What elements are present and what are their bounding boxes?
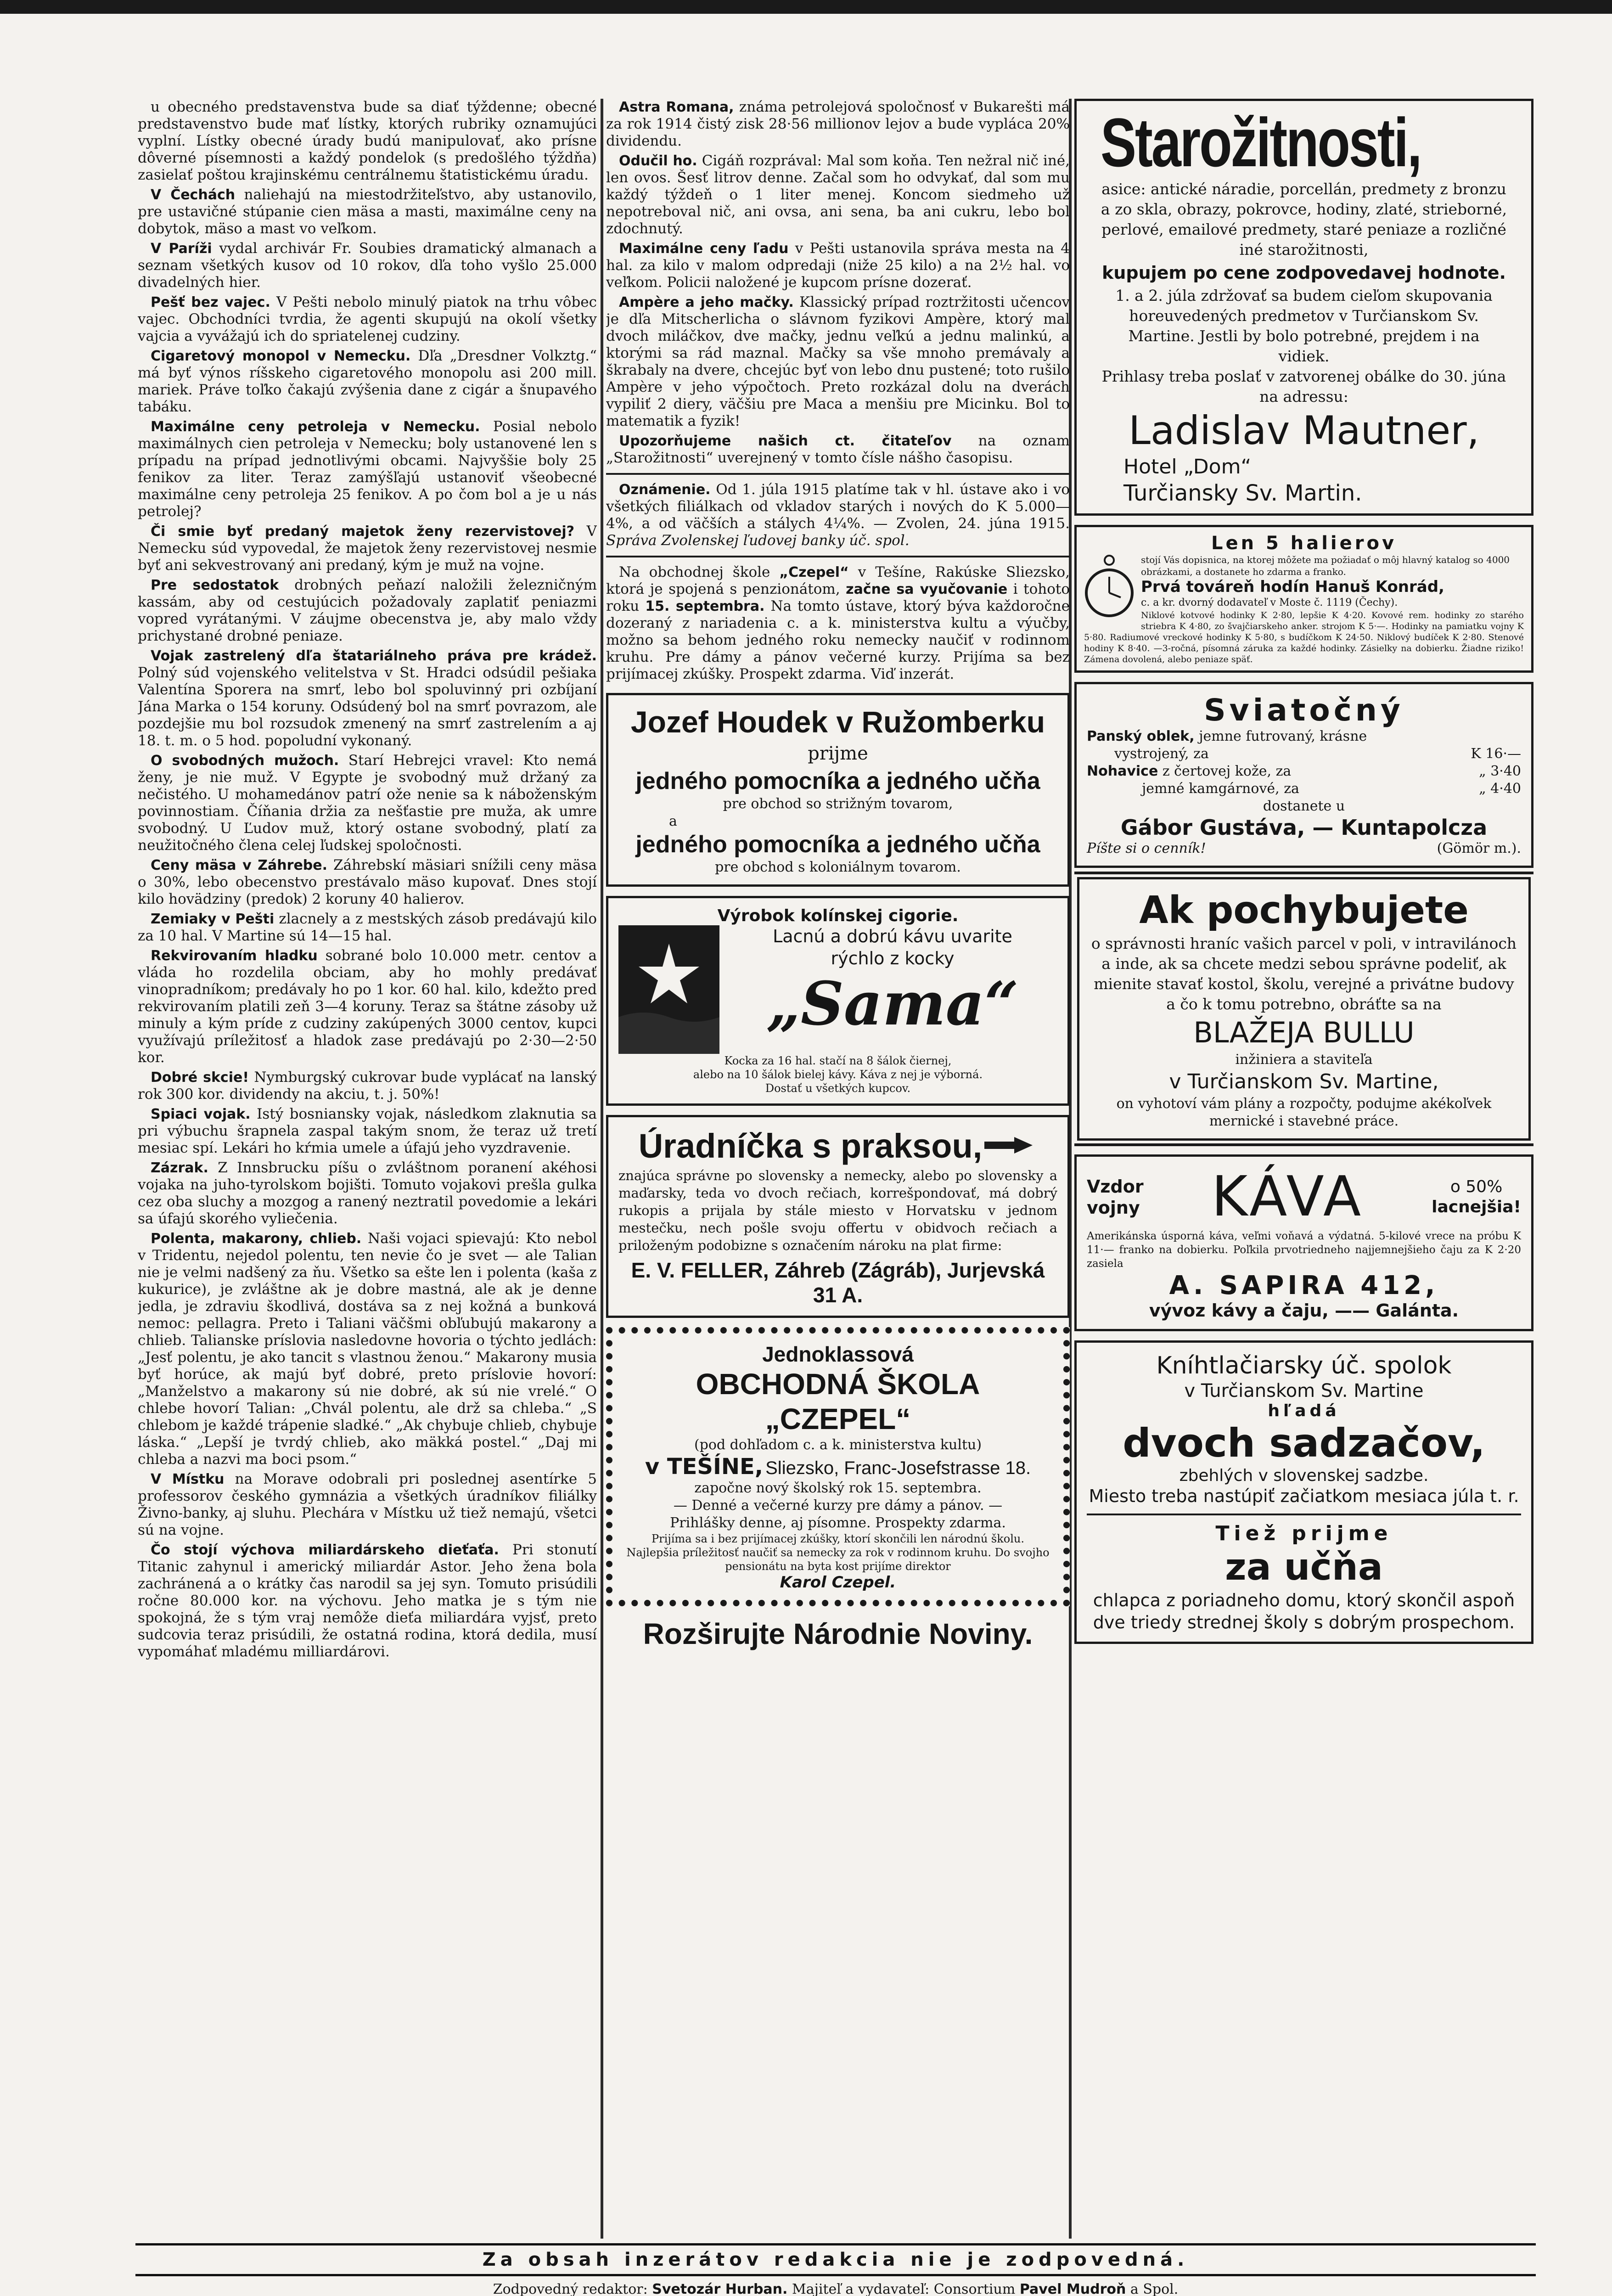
ad-note: Píšte si o cenník! (1087, 840, 1206, 856)
ad-text: stojí Vás dopisnica, na ktorej môžete ma požiadať o môj hlavný katalog so 4000 obrázkami, a dostanete ho zdarma a franko. (1141, 554, 1510, 577)
ad-line: chlapca z poriadneho domu, ktorý skončil aspoň dve triedy strednej školy s dobrým prospechom. (1093, 1590, 1515, 1632)
news-headline: V Místku (151, 1471, 225, 1487)
highlight-date: 15. septembra. (645, 598, 765, 614)
ad-tagline: Lacnú a dobrú kávu uvarite (773, 926, 1012, 946)
ad-title: Úradníčka s praksou, (638, 1127, 983, 1165)
ad-sama (606, 896, 1070, 1106)
ad-czepel-school (606, 1327, 1070, 1606)
item-desc: dostanete u (1263, 798, 1345, 814)
ad-title: OBCHODNÁ ŠKOLA „CZEPEL“ (696, 1367, 980, 1435)
news-text: vydal archivár Fr. Soubies dramatický almanach a seznam všetkých kusov od 10 rokov, dľa toho vyšlo 25.000 divadelných hier. (138, 240, 597, 291)
ad-firm: Gábor Gustáva, — Kuntapolcza (1120, 815, 1488, 840)
news-text: u obecného predstavenstva bude sa diať týždenne; obecné predstavenstvo bude mať lístky, ktorých rubriky oznamujúci vyplní. Lístky obecné úrady budú manipulovať, ako prísne dôverné písemnosti a každý pondelok (s predošlého týždňa) zasielať poštou krajinskému centrálnemu štatistickému úradu. (138, 99, 597, 183)
item-desc: jemné kamgárnové, za (1142, 781, 1299, 797)
ad-prijme: prijme (808, 743, 868, 764)
ad-line: jedného pomocníka a jedného učňa (635, 768, 1040, 794)
ad-line: Najlepšia príležitosť naučiť sa nemecky za rok v rodinnom kruhu. Do svojho pensionátu na byta kost prijíme direktor (626, 1546, 1050, 1573)
item-name: Nohavice (1087, 763, 1158, 779)
disclaimer-banner (135, 2243, 1536, 2276)
ad-city: Turčiansky Sv. Martin. (1123, 480, 1362, 506)
ad-text: 1. a 2. júla zdržovať sa budem cieľom skupovania horeuvedených predmetov v Turčianskom Sv. Martine. Jestli by bolo potrebné, prejdem i na vidiek. (1115, 287, 1493, 365)
news-item (138, 1230, 597, 1468)
ad-title: Ak pochybujete (1139, 889, 1469, 932)
item-desc: jemne futrovaný, krásne (1199, 728, 1367, 744)
ad-header: Výrobok kolínskej cigorie. (717, 906, 959, 925)
divider (606, 473, 1070, 475)
ad-line: Prijíma sa i bez prijímacej zkúšky, ktorí skončili len národnú školu. (652, 1532, 1024, 1545)
ad-title: Kníhtlačiarsky úč. spolok (1156, 1352, 1452, 1379)
item-desc: z čertovej kože, za (1162, 763, 1292, 779)
news-item (138, 577, 597, 645)
ad-name: Ladislav Mautner, (1129, 408, 1479, 454)
ad-sub: pre obchod so strižným tovarom, (723, 796, 953, 812)
news-headline: Zemiaky v Pešti (151, 911, 275, 927)
divider (1087, 1514, 1521, 1515)
news-text: sobrané bolo 10.000 metr. centov a vláda ho rozdelila obciam, aby ho mohly predávať vinopradníkom; predávaly ho po 1 kor. 60 hal. kilo, kdežto pred rekvirovaním platili zeň 3—4 koruny. Teraz sa štátne zásoby už minuly a kým príde z cudziny zakúpených 3000 centov, kupci využívajú príležitosť a hladok zase predávajú po 2·30—2·50 kor. (138, 947, 597, 1066)
news-text: V Pešti nebolo minulý piatok na trhu vôbec vajec. Obchodníci tvrdia, že agenti skupujú na okolí všetky vajcia a vyvážajú ich do spriatelenej cudziny. (138, 294, 597, 344)
ad-uradnicka (606, 1115, 1070, 1318)
news-headline: Pre sedostatok (151, 577, 279, 593)
news-text: drobných peňazí naložili železničným kassám, aby od cestujúcich požadovaly zaplatiť peniazmi vopred vyrátanými. V záujme obecenstva je, aby malo vždy prichystané drobné peniaze. (138, 577, 597, 644)
ad-starozitnosti (1074, 99, 1533, 516)
news-headline: Maximálne ceny petroleja v Nemecku. (151, 419, 480, 435)
news-column-middle (606, 99, 1070, 2234)
news-headline: V Čechách (151, 187, 236, 203)
news-headline: Pešť bez vajec. (151, 294, 270, 310)
star-logo-icon (618, 925, 719, 1054)
news-item (138, 1069, 597, 1103)
ad-text: asice: antické náradie, porcellán, predmety z bronzu a zo skla, obrazy, pokrovce, hodiny, zlaté, strieborné, perlové, emailové predmety, staré peniaze a rozličné iné starožitnosti, (1101, 180, 1507, 259)
ad-text: vývoz kávy a čaju, —— Galánta. (1149, 1300, 1459, 1321)
news-headline: Ampère a jeho mačky. (619, 294, 794, 310)
news-headline: Spiaci vojak. (151, 1106, 251, 1122)
slogan-narodnie-noviny: Rozširujte Národnie Noviny. (643, 1617, 1033, 1650)
news-headline: Cigaretový monopol v Nemecku. (151, 348, 411, 364)
news-item (138, 1542, 597, 1660)
brand-name: „Sama“ (766, 968, 1019, 1039)
notice-signature: Správa Zvolenskej ľudovej banky úč. spol. (606, 532, 910, 549)
ad-region: (Gömör m.). (1437, 840, 1521, 856)
ad-hotel: Hotel „Dom“ (1123, 455, 1252, 478)
news-text: známa petrolejová spoločnosť v Bukarešti má za rok 1914 čistý zisk 28·56 millionov lejov a bude vypláca 20% dividendu. (606, 99, 1070, 149)
news-text: Nymburgský cukrovar bude vyplácať na lanský rok 300 kor. dividendy na akciu, t. j. 50%! (138, 1069, 597, 1103)
ad-text: Amerikánska úsporná káva, veľmi voňavá a výdatná. 5-kilové vrece na próbu K 11·— franko na dobierku. Poľkila prvotriedneho najjemnejšieho čaju za K 2·20 zasiela (1087, 1230, 1521, 1270)
ad-title: Starožitnosti, (1101, 104, 1421, 181)
text: v Tešíne, Rakúske Sliezsko, ktorá je spojená s penzionátom, (606, 564, 1070, 597)
ad-buy: kupujem po cene zodpovedavej hodnote. (1102, 263, 1506, 283)
news-item (138, 418, 597, 520)
ad-line: za učňa (1225, 1546, 1383, 1588)
news-headline: Zázrak. (151, 1160, 208, 1176)
news-text: Klassický prípad roztržitosti učencov je dľa Mitscherlicha o slávnom fyzikovi Ampère, ktorý mal dvoch miláčkov, dve mačky, jednu veľkú a jednu malinkú, a ktorými sa rád maznal. Mačky sa vše mnoho premávaly a škrabaly na dvere, chcejúc byť von lebo dnu pustené; toto rušilo Ampère v jeho výpočtoch. Preto rozkázal dolu na dverách vypiliť 2 diery, väčšiu pre Maca a menšiu pre Micinku. Bol to matematik a fyzik! (606, 294, 1070, 429)
school-name: „Czepel“ (779, 564, 849, 580)
ad-left: Vzdor (1087, 1176, 1144, 1197)
news-item (138, 647, 597, 749)
ad-desc: Kocka za 16 hal. stačí na 8 šálok čiernej, (724, 1054, 952, 1067)
news-headline: O svobodných mužoch. (151, 753, 339, 769)
news-item (606, 294, 1070, 430)
ad-text: o správnosti hraníc vašich parcel v poli, v intravilánoch a inde, ak sa chcete medzi sebou správne podeliť, ak mienite stavať kostol, školu, verejné a privátne budovy a čo k tomu potrebno, obráťte sa na (1091, 934, 1517, 1013)
news-text: Posial nebolo maximálnych cien petroleja v Nemecku; boly ustanovené len s prípadu na prípad jednotlivými obcami. Najvyššie boly 25 fenikov za liter. Teraz zamýšľajú ustanoviť všeobecné maximálne ceny petroleja 25 fenikov. A po čom bol a je u nás petrolej? (138, 418, 597, 520)
ad-line: v Turčianskom Sv. Martine (1184, 1380, 1424, 1401)
news-text: na oznam „Starožitnosti“ uverejnený v tomto čísle nášho časopisu. (606, 433, 1070, 466)
ad-desc: alebo na 10 šálok bielej kávy. Káva z nej je výborná. (693, 1068, 983, 1081)
ad-right: o 50% (1450, 1177, 1503, 1196)
imprint-text: Majiteľ a vydavateľ: Consortium (792, 2281, 1016, 2296)
ad-line: započne nový školský rok 15. septembra. (694, 1480, 982, 1496)
item-price: „ 4·40 (1479, 781, 1521, 797)
news-text: Polný súd vojenského velitelstva v St. Hradci odsúdil pešiaka Valentína Sporera na smrť, lebo bol spoluvinný pri ozbíjaní Jána Marka o 154 koruny. Odsúdený bol na smrť povrazom, ale pozdejšie mu bol rozsudok zmenený na smrť zastrelením a aj 18. t. m. o 5 hod. popoludní vykonaný. (138, 664, 597, 749)
ad-role: inžiniera a staviteľa (1235, 1052, 1373, 1068)
news-text: Z Innsbrucku píšu o zvláštnom poranení akéhosi vojaka na juho-tyrolskom bojišti. Tomuto vojakovi prešla gulka cez oba sluchy a mozgog a ranený neztratil povedomie a lekári sa úfajú skorého vyliečenia. (138, 1159, 597, 1227)
news-headline: Upozorňujeme našich ct. čitateľov (619, 433, 952, 449)
news-headline: Polenta, makarony, chlieb. (151, 1231, 362, 1247)
news-text: V Nemecku súd vypovedal, že majetok ženy rezervistovej nesmie byť ani sekvestrovaný ani predaný, kým je muž na vojne. (138, 523, 597, 574)
ad-title: Len 5 halierov (1211, 533, 1397, 554)
ad-sviatocny (1074, 682, 1533, 868)
ad-title: Sviatočný (1204, 692, 1404, 728)
news-text: Naši vojaci spievajú: Kto nebol v Tridentu, nejedol polentu, ten nevie čo je svet — ale Talian nie je velmi nadšený za ňu. Všetko sa ešte len i polenta (kaša z kukurice), je zvláštne ak je dobre mastná, ale ak je denne jedla, je zdraviu škodlivá, dostáva sa z nej kožná a bunková nemoc: pellagra. Preto i Taliani väčšmi obľubujú makarony a chlieb. Talianske príslovia nasledovne hovoria o týchto jedlách: „Jesť polentu, je ako tancit s vlastnou ženou.“ Makarony musia byť horúce, ak majú byť dobré, preto príslovie hovorí: „Manželstvo a makarony sú nie dobré, ak sú nie vrelé.“ O chlebe hovorí Talian: „Chvál polentu, ale drž sa chleba.“ „S chlebom je každé trápenie sladké.“ „Ak chybuje chlieb, chybuje láska.“ „Lepší je tvrdý chlieb, ako mäkká postel.“ „Daj mi chleba a nazvi ma boci psom.“ (138, 1230, 597, 1468)
news-text: Záhrebskí mäsiari snížili ceny mäsa o 30%, lebo obecenstvo prestávalo mäso kupovať. Dnes stojí kilo hovädziny (predok) 2 koruny 40 halierov. (138, 857, 597, 907)
ad-houdek (606, 693, 1070, 887)
notice-title: Oznámenie. (619, 482, 711, 498)
imprint (135, 2280, 1536, 2296)
news-item (138, 523, 597, 574)
notice-oznamenie (606, 481, 1070, 549)
news-column-left (138, 99, 597, 2234)
ad-and: a (669, 813, 677, 829)
ad-text: Prihlasy treba poslať v zatvorenej obálke do 30. júna na adressu: (1101, 367, 1506, 405)
ad-left: vojny (1087, 1198, 1140, 1218)
news-item (138, 186, 597, 237)
news-headline: Vojak zastrelený dľa štatariálneho práva pre krádež. (151, 648, 597, 664)
imprint-text: Zodpovedný redaktor: (493, 2281, 648, 2296)
notice-czepel (606, 564, 1070, 683)
news-text: Dľa „Dresdner Volkztg.“ má byť výnos ríšskeho cigaretového monopolu asi 200 mill. mariek. Práve toľko čakajú zvýšenia dane z cigár a šnupavého tabáku. (138, 348, 597, 415)
news-headline: Rekvirovaním hladku (151, 948, 318, 964)
news-item (138, 1471, 597, 1539)
ad-tagline: rýchlo z kocky (831, 948, 955, 968)
news-text: zlacnely a z mestských zásob predávajú kilo za 10 hal. V Martine sú 14—15 hal. (138, 911, 597, 944)
item-desc: vystrojený, za (1114, 746, 1209, 762)
news-headline: Či smie byť predaný majetok ženy rezervistovej? (151, 523, 575, 540)
news-item (138, 1159, 597, 1227)
ad-line: Miesto treba nastúpiť začiatkom mesiaca júla t. r. (1089, 1486, 1519, 1506)
news-text: Istý bosniansky vojak, následkom zlaknutia sa pri výbuchu šrapnela zaspal takým snom, že teraz už tretí mesiac spí. Lekári ho kŕmia umele a úfajú jeho vyzdravenie. (138, 1106, 597, 1156)
news-item (138, 752, 597, 854)
news-headline: V Paríži (151, 241, 212, 257)
divider (606, 556, 1070, 557)
highlight: začne sa vyučovanie (846, 581, 1008, 597)
news-text: v Pešti ustanovila správa mesta na 4 hal. za kilo v malom odpredaji (niže 25 kilo) a na 2½ hal. vo veľkom. Policii naložené je kupcom prísne dozerať. (606, 240, 1070, 291)
ad-text: c. a kr. dvorný dodavateľ v Moste č. 1119 (Čechy). (1141, 597, 1398, 608)
news-item (138, 294, 597, 345)
notice-text: Od 1. júla 1915 platíme tak v hl. ústave ako i vo všetkých filiálkach od vkladov starých i nových do K 5.000— 4%, a od väčších a stálych 4¼%. — Zvolen, 24. júna 1915. (606, 481, 1070, 532)
ad-sub: pre obchod s koloniálnym tovarom. (715, 859, 961, 875)
news-text: Cigáň rozprával: Mal som koňa. Ten nežral nič iné, len ovos. Šesť litrov denne. Začal som ho odvykať, dal som mu každý týždeň o 1 liter menej. Koncom siedmeho už nepotreboval nič, ani ovsa, ani sena, ba ani cukru, lebo bol zdochnutý. (606, 152, 1070, 237)
news-item (138, 911, 597, 945)
news-text: Starí Hebrejci vravel: Kto nemá ženy, je nie muž. V Egypte je svobodný muž držaný za nečistého. U mohamedánov patrí ože nenie sa k náboženským povinnostiam. Číňania držia za nešťastie pre muža, ak umre svobodný. U Ľudov muž, ktorý ostane svobodný, platí za neužitočného člena celej ľudskej spoločnosti. (138, 752, 597, 854)
news-headline: Maximálne ceny ľadu (619, 241, 789, 257)
news-item (138, 857, 597, 908)
ad-line: — Denné a večerné kurzy pre dámy a pánov. — (673, 1497, 1003, 1514)
ad-name: BLAŽEJA BULLU (1193, 1016, 1415, 1049)
item-price: K 16·— (1471, 746, 1521, 762)
ad-signature: Karol Czepel. (780, 1573, 896, 1592)
ads-column-right (1074, 99, 1533, 2234)
news-item (138, 348, 597, 416)
news-item (138, 240, 597, 291)
ad-bulla (1077, 877, 1531, 1141)
imprint-text: a Spol. (1130, 2281, 1179, 2296)
top-scan-border (0, 0, 1612, 14)
news-item (138, 1106, 597, 1157)
ad-firm: E. V. FELLER, Záhreb (Zágráb), Jurjevská 31 A. (631, 1258, 1045, 1307)
ad-firm: Prvá továreň hodín Hanuš Konrád, (1141, 578, 1444, 596)
ad-line: Jednoklassová (762, 1342, 914, 1366)
news-item (606, 152, 1070, 237)
item-price: „ 3·40 (1479, 763, 1521, 779)
news-headline: Čo stojí výchova miliardárskeho dieťaťa. (151, 1542, 499, 1558)
ad-city: v Turčianskom Sv. Martine, (1169, 1070, 1439, 1093)
ad-line: Tiež prijme (1215, 1522, 1393, 1545)
news-headline: Astra Romana, (619, 99, 734, 115)
ad-firm: A. SAPIRA 412, (1169, 1271, 1439, 1300)
ad-text: on vyhotoví vám plány a rozpočty, podujme akékoľvek mernické i stavebné práce. (1116, 1096, 1492, 1129)
ad-line: jedného pomocníka a jedného učňa (635, 831, 1040, 858)
editor-name: Svetozár Hurban. (652, 2281, 788, 2296)
ad-address: Sliezsko, Franc-Josefstrasse 18. (765, 1458, 1031, 1478)
news-item (138, 99, 597, 184)
news-item (606, 433, 1070, 467)
ad-city: v TEŠÍNE, (645, 1454, 764, 1480)
disclaimer-text: Za obsah inzerátov redakcia nie je zodpovedná. (482, 2249, 1189, 2270)
news-item (606, 99, 1070, 150)
news-headline: Dobré skcie! (151, 1069, 249, 1086)
ad-knihtlaciarsky (1074, 1340, 1533, 1644)
text: Na tomto ústave, ktorý býva každoročne dozeraný z nariadenia c. a k. ministerstva kultu a výučby, možno sa behom jedného roku nemecky naučiť v rodinnom kruhu. Pre dámy a pánov večerné kurzy. Prijíma sa bez prijímacej zkúšky. Prospekt zdarma. Viď inzerát. (606, 598, 1070, 682)
ad-hodinky (1074, 525, 1533, 673)
publisher-name: Pavel Mudroň (1019, 2281, 1126, 2296)
ad-line: Prihlášky denne, aj písomne. Prospekty zdarma. (670, 1515, 1006, 1531)
ad-line: hľadá (1268, 1401, 1340, 1420)
text: Na obchodnej škole (619, 564, 770, 580)
ad-title: KÁVA (1211, 1165, 1364, 1229)
news-list (606, 99, 1070, 467)
news-text: na Morave odobrali pri poslednej asentírke 5 professorov českého gymnázia a všetkých úradníkov filiálky Živno-banky, aj sluhu. Plechára v Místku už tiež nemajú, všetci sú na vojne. (138, 1471, 597, 1538)
column-divider (601, 99, 603, 2239)
pocket-watch-icon (1084, 554, 1135, 623)
news-headline: Odučil ho. (619, 153, 697, 169)
text: i tohoto roku (606, 581, 1070, 614)
ad-text: Niklové kotvové hodinky K 2·80, lepšie K 4·20. Kovové rem. hodinky zo starého striebra K 4·80, zo švajčiarskeho anker. strojom K 5·—. Hodinky na pamiatku vojny K 5·80. Radiumové vreckové hodinky K 5·80, s budíčkom K 24·50. Niklový budíček K 2·80. Stenové hodiny K 8·40. —3-ročná, písomná záruka za každé hodinky. Zásielky na dobierku. Žiadne riziko! Zámena dovolená, alebo peniaze späť. (1084, 610, 1524, 664)
news-text: naliehajú na miestodržiteľstvo, aby ustanovilo, pre ustavičné stúpanie cien mäsa a masti, maximálne ceny na dobytok, mäso a mast vo veľkom. (138, 186, 597, 237)
ad-right: lacnejšia! (1432, 1198, 1521, 1216)
ad-title: Jozef Houdek v Ružomberku (630, 705, 1045, 739)
ad-line: dvoch sadzačov, (1123, 1420, 1485, 1466)
news-item (606, 240, 1070, 291)
pointing-hand-icon (982, 1132, 1037, 1160)
ad-kava (1074, 1154, 1533, 1331)
news-text: Pri stonutí Titanic zahynul i americký miliardár Astor. Jeho žena bola zachránená a o krátky čas narodil sa jej syn. Tomuto prisúdili ročne 80.000 kor. na výchovu. Jeho matka je s tým nie spokojná, že s tým vraj nemôže dieťa miliardára vyjsť, preto sudcovia teraz prisúdili, že ostatná rodina, ktorá dedila, musí vypomáhať mladému milliardárovi. (138, 1542, 597, 1660)
news-headline: Ceny mäsa v Záhrebe. (151, 857, 328, 873)
ad-line: (pod dohľadom c. a k. ministerstva kultu) (694, 1437, 982, 1453)
news-item (138, 947, 597, 1066)
ad-desc: Dostať u všetkých kupcov. (765, 1082, 911, 1095)
ad-line: zbehlých v slovenskej sadzbe. (1179, 1466, 1429, 1485)
ad-text: znajúca správne po slovensky a nemecky, alebo po slovensky a maďarsky, teda vo dvoch rečiach, korrešpondovať, má dobrý rukopis a prijala by stále miesto v Horvatsku v jednom mestečku, nech pošle svoju offertu v obidvoch rečiach a priloženým podobizne s označením nároku na plat firme: (618, 1168, 1057, 1253)
item-name: Panský oblek, (1087, 728, 1195, 744)
